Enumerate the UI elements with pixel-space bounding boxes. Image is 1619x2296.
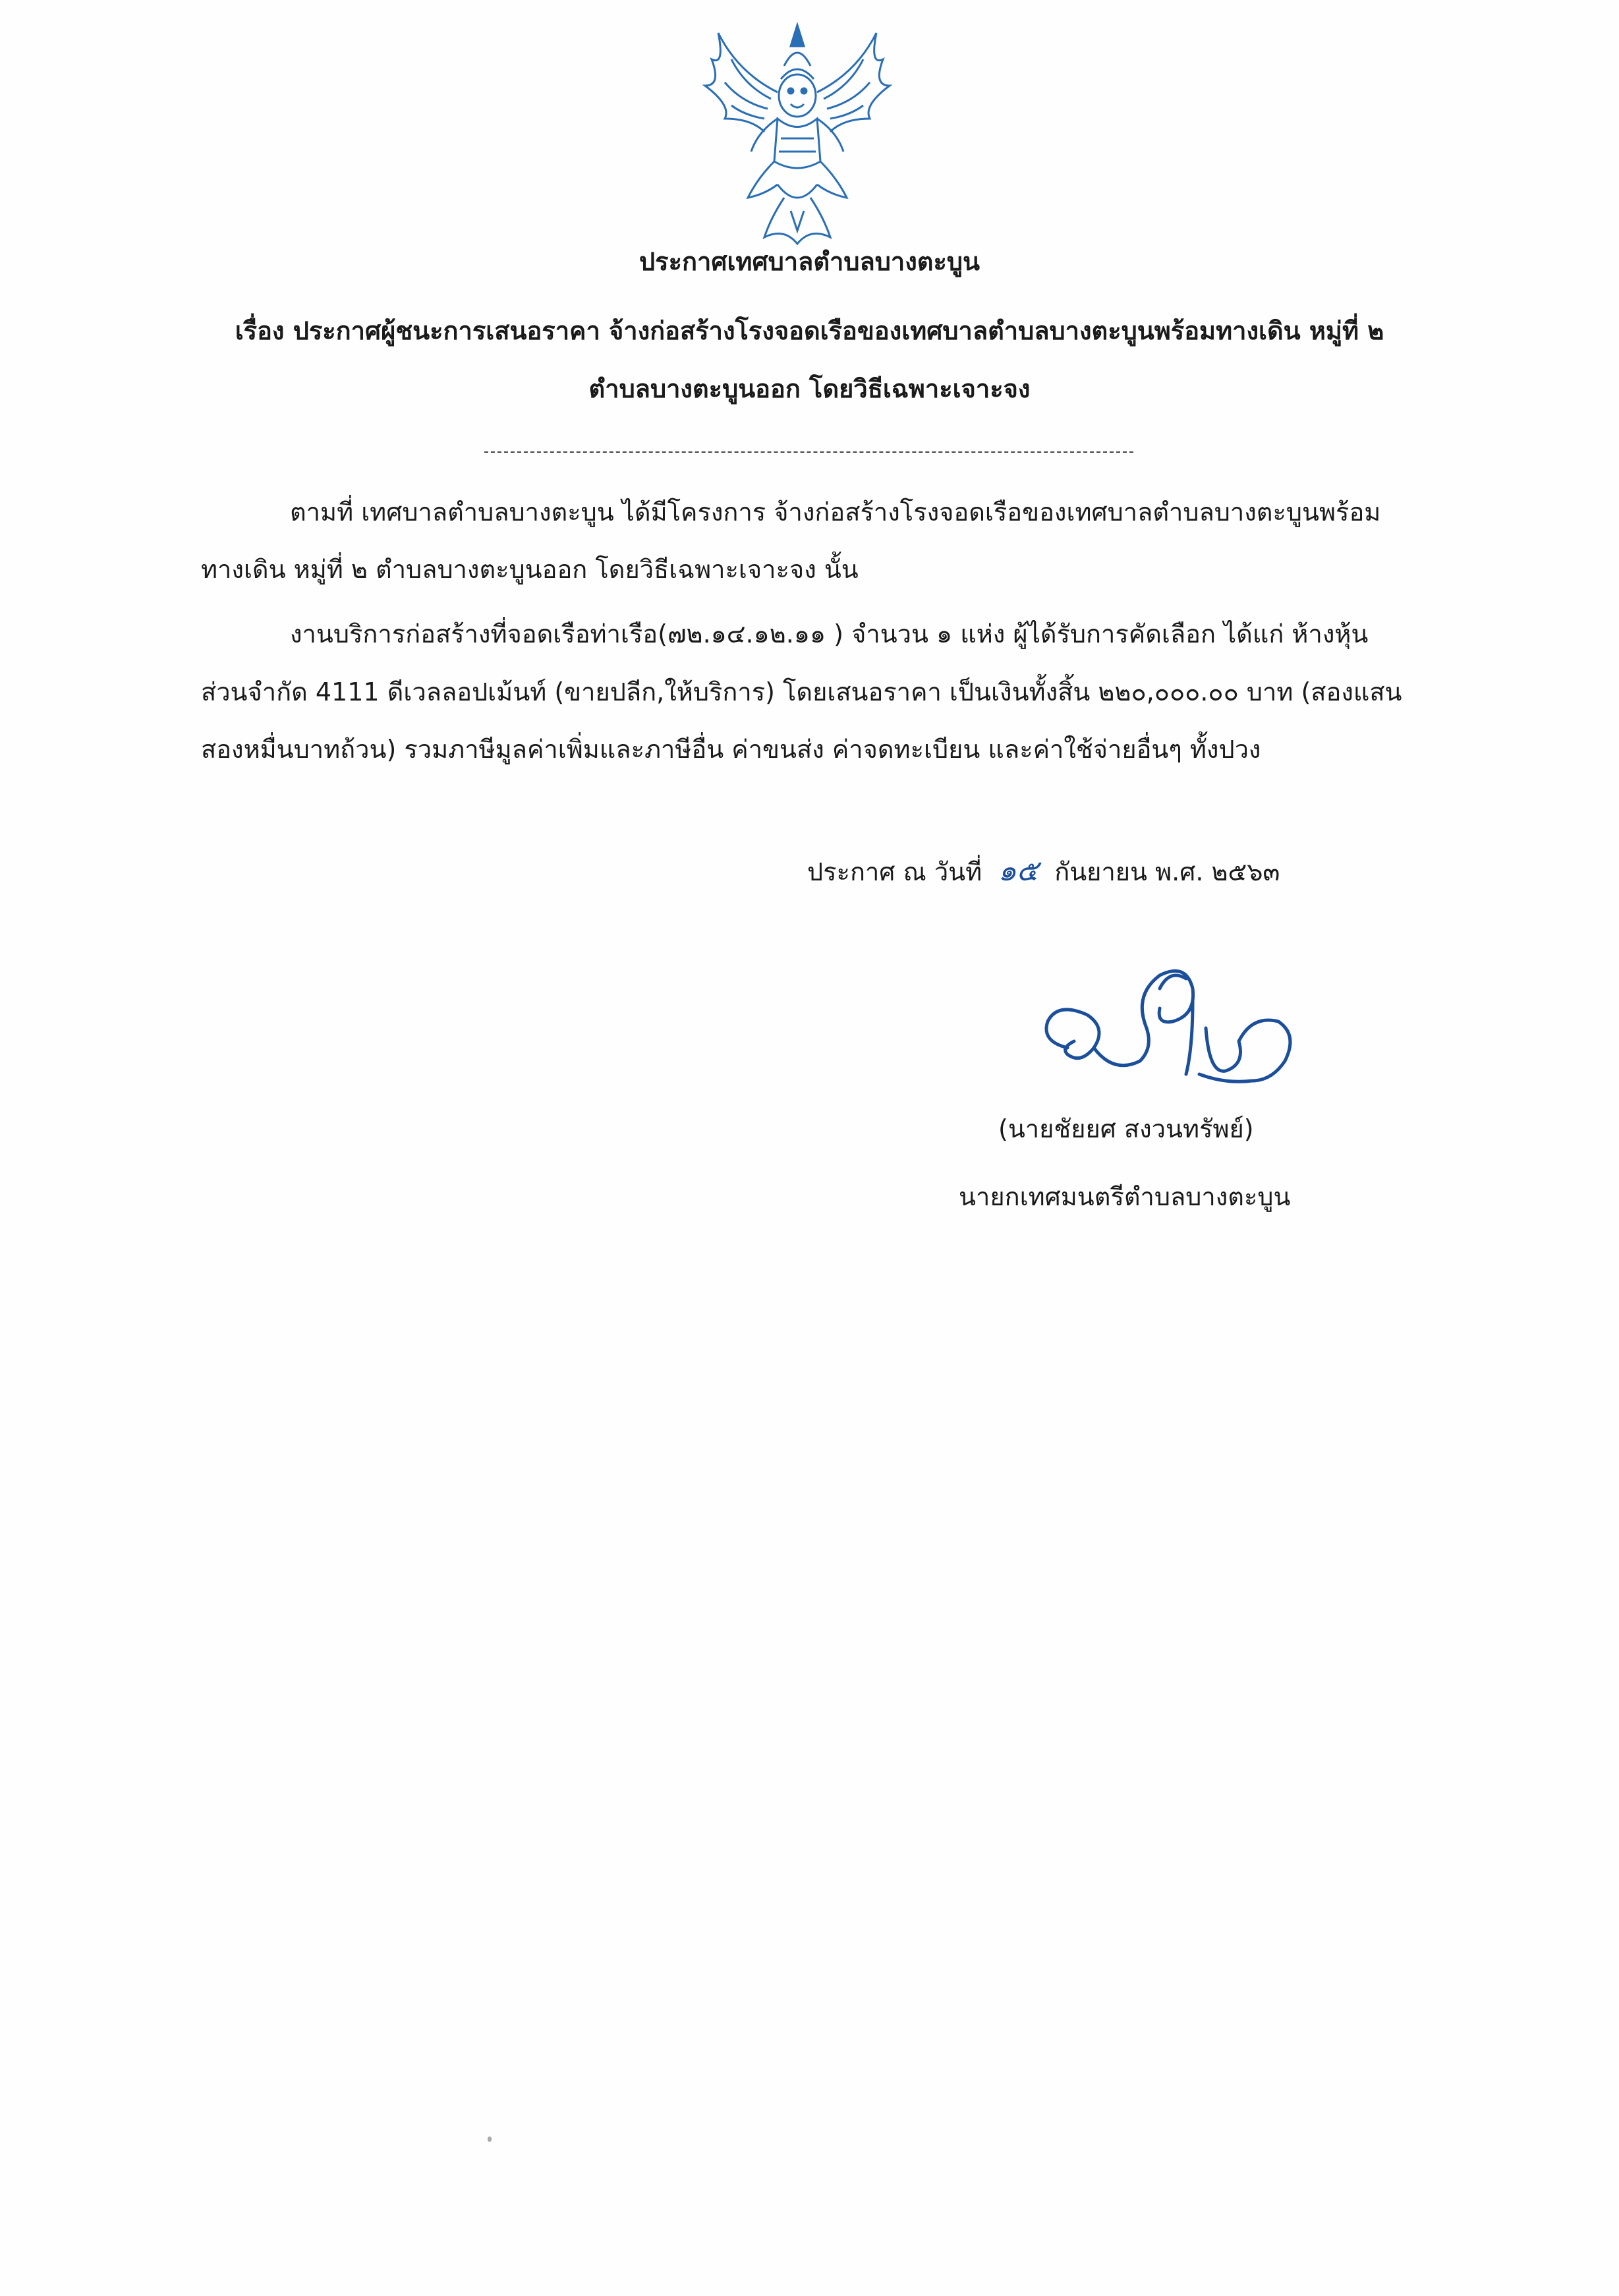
garuda-emblem-icon (685, 20, 909, 250)
paragraph-2-line-2: ส่วนจำกัด 4111 ดีเวลลอปเม้นท์ (ขายปลีก,ให้บริการ) โดยเสนอราคา เป็นเงินทั้งสิ้น ๒๒๐,๐๐๐.๐๐ บาท (สองแสน (201, 677, 1402, 706)
scan-speck (488, 2137, 492, 2142)
divider (484, 451, 1133, 453)
paragraph-1-line-1: ตามที่ เทศบาลตำบลบางตะบูน ได้มีโครงการ จ้างก่อสร้างโรงจอดเรือของเทศบาลตำบลบางตะบูนพร้อม (290, 498, 1381, 527)
date-month-year: กันยายน พ.ศ. ๒๕๖๓ (1054, 857, 1280, 886)
subject-line-2: ตำบลบางตะบูนออก โดยวิธีเฉพาะเจาะจง (588, 374, 1031, 403)
signatory-name: (นายชัยยศ สงวนทรัพย์) (998, 1114, 1254, 1143)
paragraph-2-line-1: งานบริการก่อสร้างที่จอดเรือท่าเรือ(๗๒.๑๔.๑๒.๑๑ ) จำนวน ๑ แห่ง ผู้ได้รับการคัดเลือก ได้แก่ ห้างหุ้น (290, 619, 1369, 648)
subject-line-1: เรื่อง ประกาศผู้ชนะการเสนอราคา จ้างก่อสร้างโรงจอดเรือของเทศบาลตำบลบางตะบูนพร้อมทางเดิน หมู่ที่ ๒ (235, 316, 1384, 345)
paragraph-2-line-3: สองหมื่นบาทถ้วน) รวมภาษีมูลค่าเพิ่มและภาษีอื่น ค่าขนส่ง ค่าจดทะเบียน และค่าใช้จ่ายอื่นๆ ทั้งปวง (201, 735, 1261, 764)
date-day-handwritten: ๑๕ (998, 854, 1038, 888)
date-prefix: ประกาศ ณ วันที่ (807, 857, 982, 886)
paragraph-1-line-2: ทางเดิน หมู่ที่ ๒ ตำบลบางตะบูนออก โดยวิธีเฉพาะเจาะจง นั้น (201, 555, 859, 584)
signatory-position: นายกเทศมนตรีตำบลบางตะบูน (959, 1182, 1291, 1211)
issuer-title: ประกาศเทศบาลตำบลบางตะบูน (639, 247, 980, 276)
announcement-date (807, 854, 1280, 889)
signature-icon (1028, 949, 1305, 1101)
